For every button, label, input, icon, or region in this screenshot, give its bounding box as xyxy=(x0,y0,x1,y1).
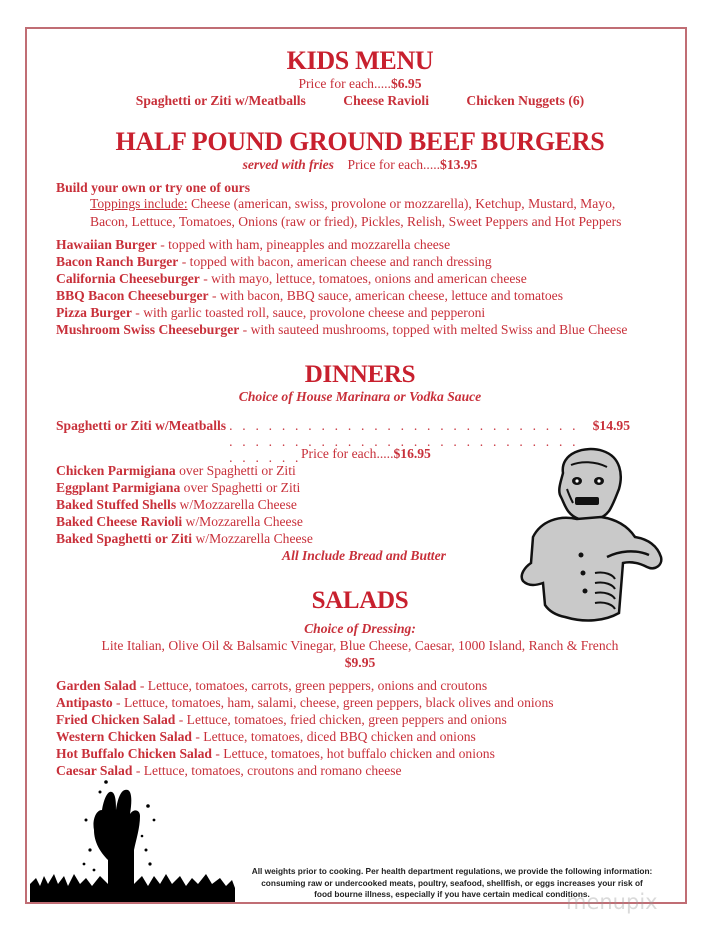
burgers-toppings xyxy=(90,195,621,231)
item-desc: w/Mozzarella Cheese xyxy=(192,531,313,547)
burgers-subtitle xyxy=(0,156,720,173)
salads-dressing-label: Choice of Dressing: xyxy=(304,621,416,636)
dot-leader: . . . . . . . . . . . . . . . . . . . . . . . . . . . . . . . . . . . . . . . . . . . . . . . . . . . . . . . . . . . . xyxy=(229,418,579,465)
dinners-subtitle: Choice of House Marinara or Vodka Sauce xyxy=(238,389,482,404)
item-desc: - with mayo, lettuce, tomatoes, onions and american cheese xyxy=(199,271,527,287)
item-desc: - Lettuce, tomatoes, hot buffalo chicken and onions xyxy=(211,746,495,762)
list-item xyxy=(56,677,554,694)
item-desc: - Lettuce, tomatoes, croutons and romano cheese xyxy=(132,763,402,779)
item-desc: - topped with ham, pineapples and mozzarella cheese xyxy=(156,237,451,252)
item-desc: w/Mozzarella Cheese xyxy=(182,514,303,530)
item-desc: - Lettuce, tomatoes, carrots, green peppers, onions and croutons xyxy=(136,678,488,693)
list-item xyxy=(56,762,554,779)
burgers-title: HALF POUND GROUND BEEF BURGERS xyxy=(115,127,605,156)
kids-items xyxy=(0,92,720,109)
list-item xyxy=(56,236,627,253)
salads-dressings: Lite Italian, Olive Oil & Balsamic Vinegar, Blue Cheese, Caesar, 1000 Island, Ranch & French xyxy=(101,638,619,653)
item-desc: - Lettuce, tomatoes, ham, salami, cheese, green peppers, black olives and onions xyxy=(112,695,554,711)
dinners-title: DINNERS xyxy=(304,361,416,388)
kids-price-label: Price for each..... xyxy=(298,76,391,91)
watermark: menupix xyxy=(566,890,658,914)
list-item xyxy=(56,270,627,287)
dinners-price-value: $16.95 xyxy=(393,446,431,461)
list-item xyxy=(56,462,313,479)
item-name: Fried Chicken Salad xyxy=(56,712,176,728)
dinners-list xyxy=(56,462,313,547)
burgers-list xyxy=(56,236,627,339)
dinners-price-label: Price for each..... xyxy=(301,446,394,461)
item-name: California Cheeseburger xyxy=(56,271,200,287)
kids-menu-title: KIDS MENU xyxy=(286,46,434,75)
list-item xyxy=(56,321,627,338)
list-item xyxy=(56,711,554,728)
burgers-price-value: $13.95 xyxy=(440,157,478,172)
item-desc: - topped with bacon, american cheese and ranch dressing xyxy=(178,254,492,270)
salads-list xyxy=(56,677,554,780)
dinners-note: All Include Bread and Butter xyxy=(282,548,446,563)
zombie-hand-icon xyxy=(30,780,235,902)
list-item xyxy=(56,728,554,745)
item-name: BBQ Bacon Cheeseburger xyxy=(56,288,209,304)
item-name: Hot Buffalo Chicken Salad xyxy=(56,746,212,762)
item-name: Pizza Burger xyxy=(56,305,132,321)
item-name: Baked Stuffed Shells xyxy=(56,497,177,513)
item-desc: over Spaghetti or Ziti xyxy=(180,480,301,496)
list-item xyxy=(56,304,627,321)
dinners-price xyxy=(301,445,431,462)
item-name: Caesar Salad xyxy=(56,763,133,779)
salads-title: SALADS xyxy=(311,587,409,614)
item-name: Western Chicken Salad xyxy=(56,729,192,745)
item-name: Garden Salad xyxy=(56,678,137,693)
item-name: Chicken Parmigiana xyxy=(56,463,176,478)
item-desc: - Lettuce, tomatoes, fried chicken, green peppers and onions xyxy=(175,712,507,728)
item-name: Bacon Ranch Burger xyxy=(56,254,179,270)
burgers-served-with: served with fries xyxy=(242,157,334,172)
item-price: $14.95 xyxy=(592,418,630,433)
item-desc: w/Mozzarella Cheese xyxy=(176,497,297,513)
list-item xyxy=(56,479,313,496)
disclaimer-line: food bourne illness, especially if you have certain medical conditions. xyxy=(314,889,590,900)
salads-price: $9.95 xyxy=(344,655,376,670)
list-item xyxy=(56,253,627,270)
list-item xyxy=(56,513,313,530)
disclaimer-line: All weights prior to cooking. Per health department regulations, we provide the following information: xyxy=(251,866,653,876)
burgers-build-label: Build your own or try one of ours xyxy=(56,180,250,195)
item-name: Baked Cheese Ravioli xyxy=(56,514,183,530)
kids-item: Cheese Ravioli xyxy=(343,93,429,108)
item-desc: - with bacon, BBQ sauce, american cheese, lettuce and tomatoes xyxy=(208,288,563,304)
item-name: Antipasto xyxy=(56,695,113,711)
kids-item: Chicken Nuggets (6) xyxy=(466,93,585,108)
list-item xyxy=(56,745,554,762)
toppings-line: Bacon, Lettuce, Tomatoes, Onions (raw or fried), Pickles, Relish, Sweet Peppers and Hot Peppers xyxy=(90,214,622,229)
item-name: Eggplant Parmigiana xyxy=(56,480,181,496)
toppings-label: Toppings include: xyxy=(90,196,188,211)
item-desc: - Lettuce, tomatoes, diced BBQ chicken and onions xyxy=(191,729,476,745)
item-name: Hawaiian Burger xyxy=(56,237,157,252)
item-name: Mushroom Swiss Cheeseburger xyxy=(56,322,240,338)
disclaimer-line: consuming raw or undercooked meats, poultry, seafood, shellfish, or eggs increases your risk of xyxy=(261,877,643,888)
list-item xyxy=(56,496,313,513)
item-desc: - with sauteed mushrooms, topped with melted Swiss and Blue Cheese xyxy=(239,322,628,338)
kids-item: Spaghetti or Ziti w/Meatballs xyxy=(135,93,306,108)
kids-price xyxy=(0,75,720,92)
kids-price-value: $6.95 xyxy=(390,76,422,91)
toppings-line: Cheese (american, swiss, provolone or mozzarella), Ketchup, Mustard, Mayo, xyxy=(187,196,616,211)
list-item xyxy=(56,530,313,547)
item-name: Spaghetti or Ziti w/Meatballs xyxy=(56,418,227,433)
burgers-price-label: Price for each..... xyxy=(347,157,441,172)
item-name: Baked Spaghetti or Ziti xyxy=(56,531,193,547)
list-item xyxy=(56,694,554,711)
item-desc: over Spaghetti or Ziti xyxy=(175,463,296,478)
item-desc: - with garlic toasted roll, sauce, provolone cheese and pepperoni xyxy=(131,305,486,321)
list-item xyxy=(56,287,627,304)
